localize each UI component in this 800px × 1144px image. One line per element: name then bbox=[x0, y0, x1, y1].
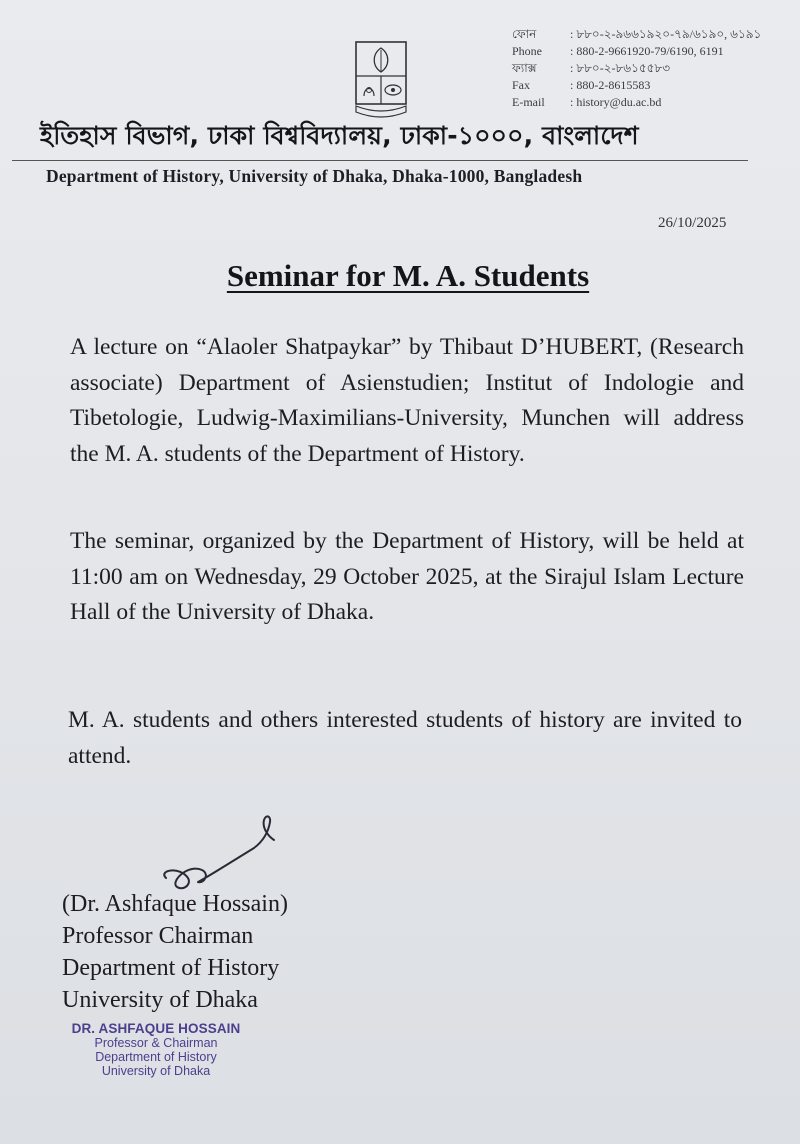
contact-block bbox=[512, 26, 761, 111]
notice-date: 26/10/2025 bbox=[658, 215, 727, 231]
paragraph-lecture: A lecture on “Alaoler Shatpaykar” by Thibaut D’HUBERT, (Research associate) Department of Asienstudien; Institut of Indologie and Tibetologie, Ludwig-Maximilians-University, Munchen will address the M. A. students of the Department of History. bbox=[70, 334, 744, 467]
notice-title bbox=[0, 258, 800, 294]
contact-label: Fax bbox=[512, 78, 530, 92]
stamp-designation: Professor & Chairman bbox=[94, 1036, 218, 1050]
contact-value: : ৮৮০-২-৯৬৬১৯২০-৭৯/৬১৯০, ৬১৯১ bbox=[570, 27, 762, 41]
bangla-heading: ইতিহাস বিভাগ, ঢাকা বিশ্ববিদ্যালয়, ঢাকা-১০০০, বাংলাদেশ bbox=[40, 121, 639, 150]
contact-row bbox=[512, 77, 761, 94]
paragraph-schedule: The seminar, organized by the Department of History, will be held at 11:00 am on Wednesday, 29 October 2025, at the Sirajul Islam Lecture Hall of the University of Dhaka. bbox=[70, 528, 744, 625]
english-heading: Department of History, University of Dhaka, Dhaka-1000, Bangladesh bbox=[46, 166, 583, 186]
contact-row bbox=[512, 26, 761, 43]
university-seal-icon bbox=[352, 40, 410, 122]
signatory-name: (Dr. Ashfaque Hossain) bbox=[62, 891, 288, 917]
contact-row bbox=[512, 43, 761, 60]
contact-value: : 880-2-9661920-79/6190, 6191 bbox=[570, 44, 724, 58]
signatory-designation: Professor Chairman bbox=[62, 923, 254, 949]
contact-value: : 880-2-8615583 bbox=[570, 78, 651, 92]
stamp-name: DR. ASHFAQUE HOSSAIN bbox=[71, 1021, 241, 1036]
signatory-department: Department of History bbox=[62, 955, 280, 981]
contact-label: Phone bbox=[512, 44, 542, 58]
contact-value: : history@du.ac.bd bbox=[570, 95, 662, 109]
contact-value: : ৮৮০-২-৮৬১৫৫৮৩ bbox=[570, 61, 671, 75]
signature-icon bbox=[158, 808, 288, 898]
contact-row bbox=[512, 94, 761, 111]
contact-label: E-mail bbox=[512, 95, 545, 109]
contact-label: ফ্যাক্স bbox=[512, 61, 537, 75]
stamp-university: University of Dhaka bbox=[101, 1064, 211, 1078]
stamp-department: Department of History bbox=[95, 1050, 217, 1064]
paragraph-invitation: M. A. students and others interested students of history are invited to attend. bbox=[68, 707, 742, 769]
notice-title-text: Seminar for M. A. Students bbox=[226, 258, 590, 293]
signatory-block bbox=[62, 888, 288, 1016]
contact-row bbox=[512, 60, 761, 77]
signatory-university: University of Dhaka bbox=[62, 987, 258, 1013]
official-stamp bbox=[66, 1022, 246, 1078]
contact-label: ফোন bbox=[512, 27, 537, 41]
header-divider bbox=[12, 160, 748, 161]
